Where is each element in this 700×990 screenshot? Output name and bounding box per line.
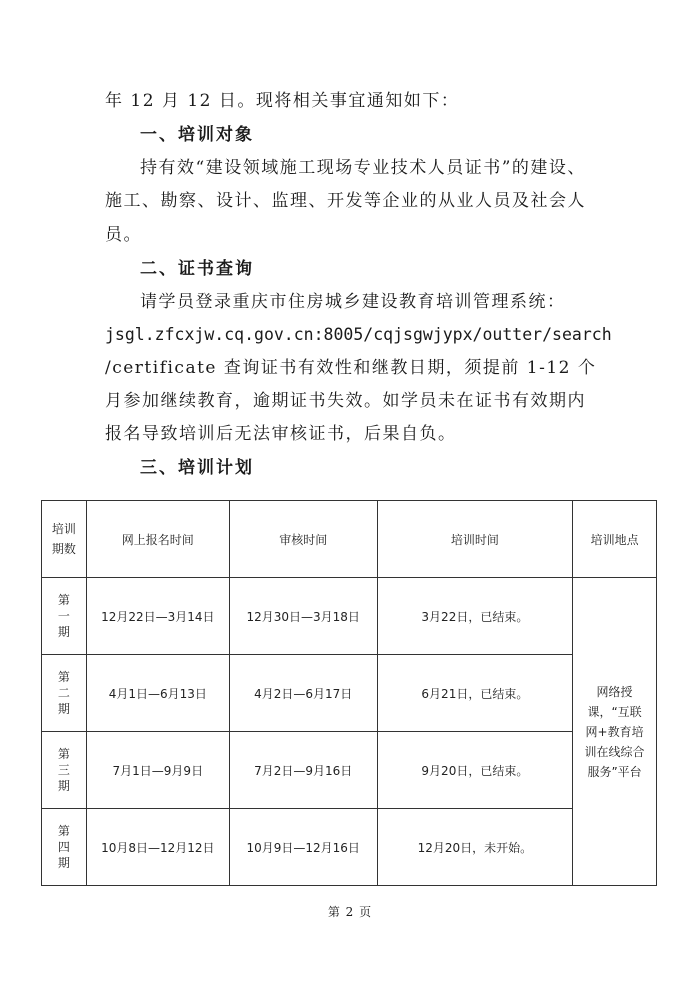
training-cell: 3月22日，已结束。 [377,578,573,655]
section2-line-5: 报名导致培训后无法审核证书，后果自负。 [105,424,457,444]
review-cell: 10月9日—12月16日 [229,809,377,886]
phase-cell: 第二期 [42,655,87,732]
page-number: 第 2 页 [327,905,373,919]
intro-line: 年 12 月 12 日。现将相关事宜通知如下： [105,91,460,111]
section-heading-training-target: 一、培训对象 [140,125,254,145]
phase-cell: 第三期 [42,732,87,809]
table-row [42,732,657,809]
section2-url-line: jsgl.zfcxjw.cq.gov.cn:8005/cqjsgwjypx/outter/search [105,325,612,344]
section1-line-3: 员。 [105,225,142,245]
section-heading-training-plan: 三、培训计划 [140,458,254,478]
header-register-time: 网上报名时间 [86,501,229,578]
header-training-time: 培训时间 [377,501,573,578]
table-row [42,578,657,655]
training-cell: 12月20日，未开始。 [377,809,573,886]
training-cell: 9月20日，已结束。 [377,732,573,809]
training-plan-table [41,500,657,886]
location-cell: 网络授课，“互联网+教育培训在线综合服务”平台 [573,578,657,886]
review-cell: 7月2日—9月16日 [229,732,377,809]
section2-line-4: 月参加继续教育，逾期证书失效。如学员未在证书有效期内 [105,391,586,411]
header-phase: 培训期数 [42,501,87,578]
register-cell: 10月8日—12月12日 [86,809,229,886]
training-cell: 6月21日，已结束。 [377,655,573,732]
table-row [42,809,657,886]
header-training-location: 培训地点 [573,501,657,578]
section-heading-certificate-query: 二、证书查询 [140,259,254,279]
register-cell: 12月22日—3月14日 [86,578,229,655]
section1-line-2: 施工、勘察、设计、监理、开发等企业的从业人员及社会人 [105,191,586,211]
phase-cell: 第四期 [42,809,87,886]
review-cell: 12月30日—3月18日 [229,578,377,655]
phase-cell: 第一期 [42,578,87,655]
table-row [42,655,657,732]
section2-line-3: /certificate 查询证书有效性和继教日期，须提前 1-12 个 [105,358,597,378]
register-cell: 4月1日—6月13日 [86,655,229,732]
header-review-time: 审核时间 [229,501,377,578]
register-cell: 7月1日—9月9日 [86,732,229,809]
table-header-row [42,501,657,578]
section1-line-1: 持有效“建设领域施工现场专业技术人员证书”的建设、 [140,158,586,178]
section2-line-1: 请学员登录重庆市住房城乡建设教育培训管理系统： [140,292,566,312]
review-cell: 4月2日—6月17日 [229,655,377,732]
